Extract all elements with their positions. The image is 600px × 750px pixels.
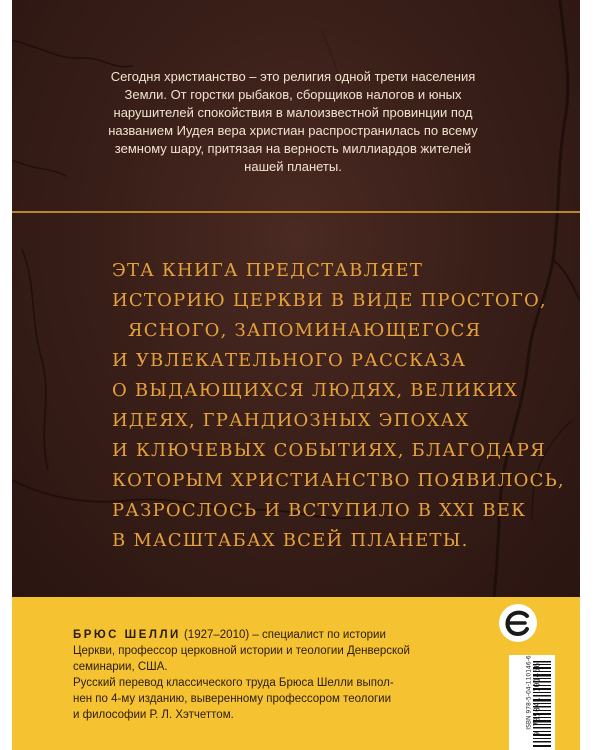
cover-upper-panel [12, 0, 580, 597]
author-name: БРЮС ШЕЛЛИ [73, 629, 181, 641]
main-blurb [112, 256, 565, 556]
bio-line: Церкви, профессор церковной истории и теологии Денверской [73, 645, 410, 657]
intro-line: нашей планеты. [244, 159, 342, 174]
intro-line: Земли. От горстки рыбаков, сборщиков налогов и юных [124, 87, 462, 102]
blurb-line: О ВЫДАЮЩИХСЯ ЛЮДЯХ, ВЕЛИКИХ [112, 380, 519, 401]
translation-line: Русский перевод классического труда Брюса Шелли выпол- [73, 677, 394, 689]
intro-line: названием Иудея вера христиан распространилась по всему [108, 123, 478, 138]
isbn-number: ISBN 978-5-04-110146-6 [525, 655, 533, 730]
blurb-line: КОТОРЫМ ХРИСТИАНСТВО ПОЯВИЛОСЬ, [112, 470, 565, 491]
author-bio [73, 627, 493, 723]
barcode-digits: 9 785041 101466 [532, 662, 542, 737]
blurb-line: ЭТА КНИГА ПРЕДСТАВЛЯЕТ [112, 260, 424, 281]
intro-line: земному шару, притязая на верность миллиардов жителей [114, 141, 472, 156]
gold-divider [12, 211, 580, 213]
translation-line: и философии Р. Л. Хэтчеттом. [73, 709, 234, 721]
isbn-barcode [509, 655, 555, 750]
blurb-line: И КЛЮЧЕВЫХ СОБЫТИЯХ, БЛАГОДАРЯ [112, 440, 546, 461]
intro-line: нарушителей спокойствия в малоизвестной провинции под [113, 105, 473, 120]
bio-line: семинарии, США. [73, 661, 168, 673]
blurb-line: В МАСШТАБАХ ВСЕЙ ПЛАНЕТЫ. [112, 530, 469, 551]
blurb-line: ИСТОРИЮ ЦЕРКВИ В ВИДЕ ПРОСТОГО, [112, 290, 547, 311]
bio-text: специалист по истории [258, 629, 386, 641]
author-years: (1927–2010) – [180, 629, 259, 641]
intro-paragraph [78, 68, 508, 176]
publisher-logo-icon [498, 603, 538, 643]
intro-line: Сегодня христианство – это религия одной трети населения [110, 69, 476, 84]
bio-first-line [73, 627, 493, 643]
author-band [12, 597, 580, 750]
book-back-cover [12, 0, 580, 750]
blurb-line: ЯСНОГО, ЗАПОМИНАЮЩЕГОСЯ [128, 320, 482, 341]
blurb-line: И УВЛЕКАТЕЛЬНОГО РАССКАЗА [112, 350, 467, 371]
blurb-line: ИДЕЯХ, ГРАНДИОЗНЫХ ЭПОХАХ [112, 410, 470, 431]
translation-line: нен по 4-му изданию, выверенному профессором теологии [73, 693, 392, 705]
blurb-line: РАЗРОСЛОСЬ И ВСТУПИЛО В XXI ВЕК [112, 500, 527, 521]
